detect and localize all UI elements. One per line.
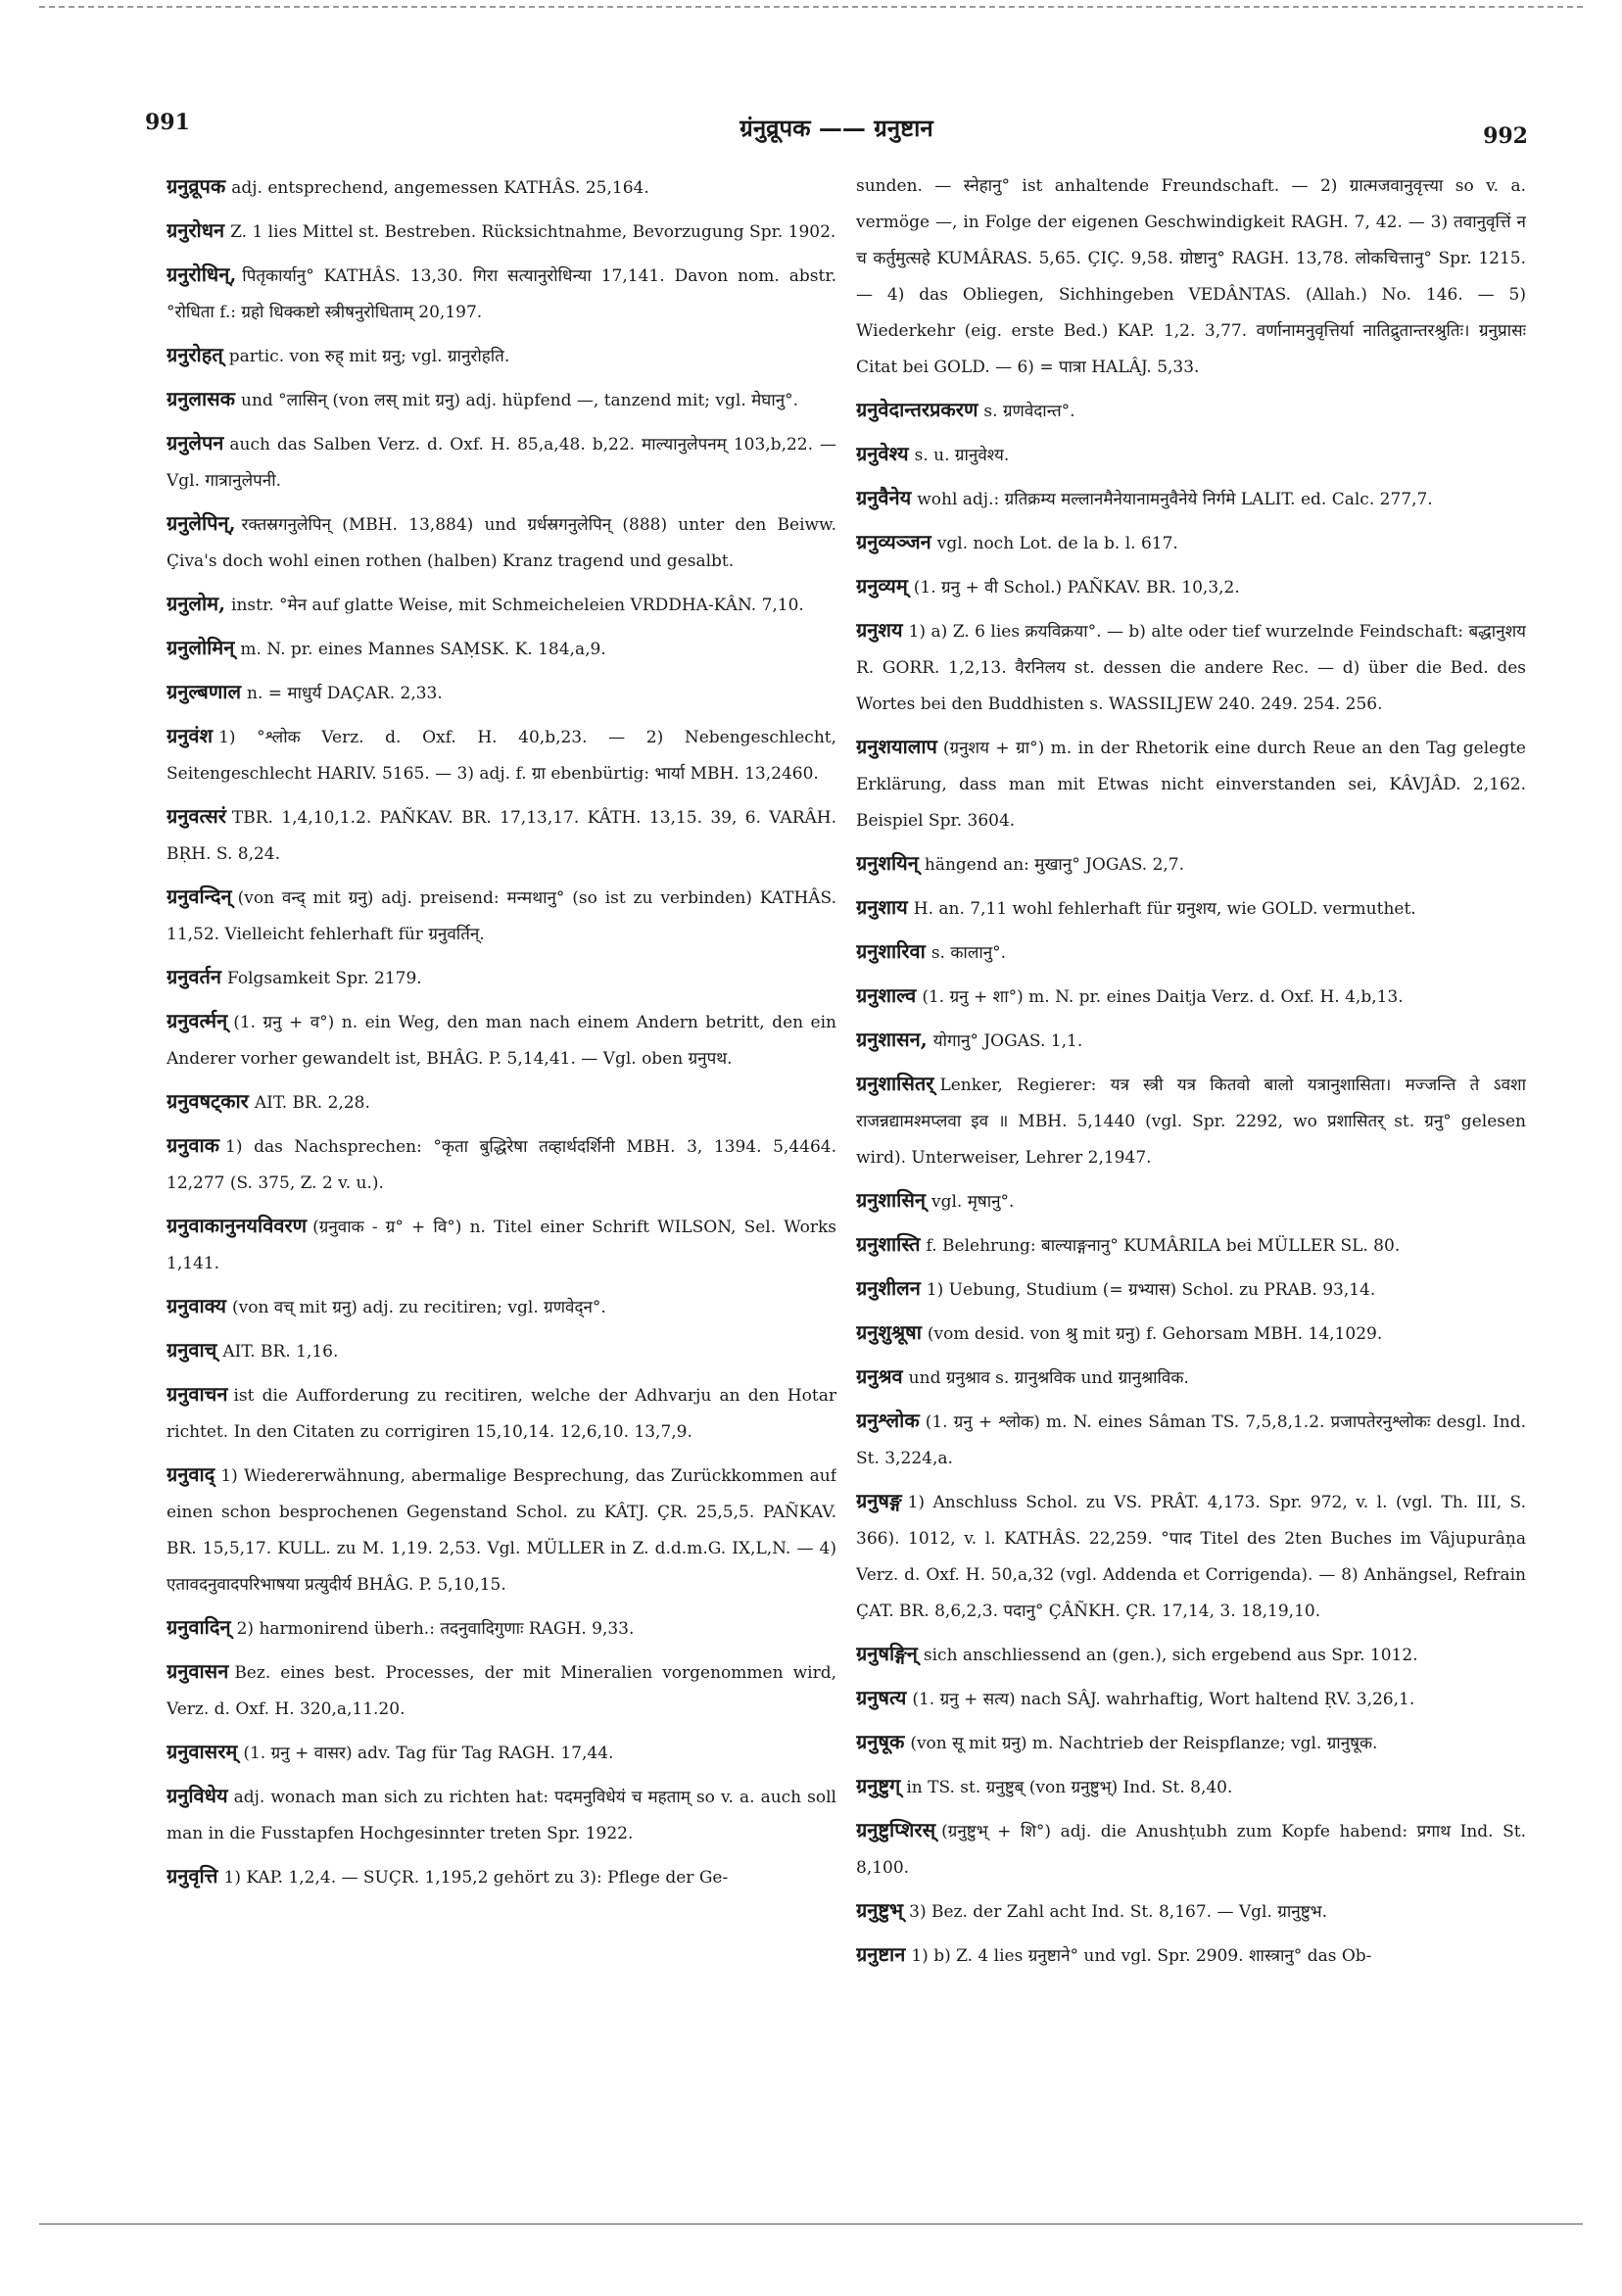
dictionary-entry — [856, 524, 1526, 562]
entry-headword: ग्रनुषङ्गिन् — [856, 1642, 918, 1665]
entry-headword: ग्रनुशासितर् — [856, 1072, 934, 1095]
dictionary-entry — [856, 1680, 1526, 1718]
dictionary-entry — [167, 630, 836, 668]
entry-headword: ग्रनुश्रव — [856, 1364, 903, 1388]
dictionary-entry — [856, 1359, 1526, 1397]
entry-text: s. कालानु°. — [930, 943, 1007, 963]
entry-headword: ग्रनुषङ्ग — [856, 1489, 902, 1512]
dictionary-entry — [856, 612, 1526, 723]
entry-headword: ग्रनुवन्दिन् — [167, 885, 232, 908]
entry-headword: ग्रनुल्बणाल — [167, 680, 242, 703]
dictionary-entry — [856, 1315, 1526, 1353]
entry-text: s. u. ग्रानुवेश्य. — [914, 446, 1010, 465]
entry-headword: ग्रनुव्यम् — [856, 574, 908, 598]
entry-text: (1. ग्रनु + शा°) m. N. pr. eines Daitja Verz. d. Oxf. H. 4,b,13. — [922, 987, 1404, 1007]
entry-text: (1. ग्रनु + व°) n. ein Weg, den man nach einem Andern betritt, den ein Anderer vorher gewandelt ist, BHÂG. P. 5,14,41. — Vgl. oben ग्रनुपथ. — [167, 1013, 836, 1069]
dictionary-entry — [167, 586, 836, 624]
entry-headword: ग्रनुष्टुभ् — [856, 1898, 904, 1922]
entry-headword: ग्रनुवर्त्मन् — [167, 1009, 228, 1032]
dictionary-entry — [856, 933, 1526, 972]
entry-headword: ग्रनुषत्य — [856, 1686, 907, 1709]
entry-text: Lenker, Regierer: यत्र स्त्री यत्र कितवो बालो यत्रानुशासिता। मज्जन्ति ते ऽवशा राजन्नद्यामश्मप्लवा इव ॥ MBH. 5,1440 (vgl. Spr. 2292, wo प्रशासितर् st. ग्रनु° gelesen wird). Unterweiser, Lehrer 2,1947. — [856, 1076, 1526, 1168]
entry-headword: ग्रनुवेश्य — [856, 442, 909, 465]
entry-text: Bez. eines best. Processes, der mit Mineralien vorgenommen wird, Verz. d. Oxf. H. 320,a,11.20. — [167, 1663, 836, 1719]
dictionary-entry — [167, 1208, 836, 1282]
entry-headword: ग्रनुवत्सरं — [167, 804, 226, 828]
entry-headword: ग्रनुरोधन — [167, 218, 225, 242]
entry-headword: ग्रनुवंश — [167, 724, 214, 747]
dictionary-entry — [856, 729, 1526, 839]
entry-text: 1) Anschluss Schol. zu VS. PRÂT. 4,173. Spr. 972, v. l. (vgl. Th. III, S. 366). 1012, v. l. KATHÂS. 22,259. °पाद Titel des 2ten Buches im Vâjupurâṇa Verz. d. Oxf. H. 50,a,32 (vgl. Addenda et Corrigenda). — 8) Anhängsel, Refrain ÇAT. BR. 8,6,2,3. पदानु° ÇÂÑKH. ÇR. 17,14, 3. 18,19,10. — [856, 1493, 1526, 1621]
entry-headword: ग्रनुरोधिन्, — [167, 263, 237, 286]
entry-headword: ग्रनुवाद् — [167, 1462, 215, 1486]
dictionary-entry — [167, 257, 836, 331]
dictionary-entry — [167, 1653, 836, 1728]
entry-headword: ग्रनुशारिवा — [856, 939, 926, 963]
entry-headword: ग्रनुष्टुग् — [856, 1774, 901, 1797]
entry-text: adj. wonach man sich zu richten hat: पदमनुविधेयं च महताम् so v. a. auch soll man in die Fusstapfen Hochgesinnter treten Spr. 1922. — [167, 1788, 836, 1843]
entry-text: AIT. BR. 1,16. — [222, 1342, 339, 1362]
running-head: ग्रंनुव्रूपक —— ग्रनुष्टान — [739, 114, 933, 142]
entry-headword: ग्रनुलेपिन्, — [167, 511, 236, 535]
dictionary-entry — [856, 1636, 1526, 1674]
dictionary-entry — [167, 1003, 836, 1077]
entry-headword: ग्रनुवाक — [167, 1133, 220, 1157]
entry-text: H. an. 7,11 wohl fehlerhaft für ग्रनुशय, wie GOLD. vermuthet. — [913, 899, 1416, 919]
entry-text: m. N. pr. eines Mannes SAṂSK. K. 184,a,9. — [240, 640, 606, 659]
entry-headword: ग्रनुश्लोक — [856, 1409, 920, 1432]
entry-headword: ग्रनुषूक — [856, 1730, 905, 1753]
right-page-number: 992 — [1483, 123, 1528, 149]
dictionary-entry — [856, 1724, 1526, 1762]
entry-headword: ग्रनुवाक्य — [167, 1294, 226, 1317]
entry-text: रक्तस्रगनुलेपिन् (MBH. 13,884) und ग्रर्धस्रगनुलेपिन् (888) unter den Beiww. Çiva's doch wohl einen rothen (halben) Kranz tragend und gesalbt. — [167, 515, 836, 571]
entry-headword: ग्रनुशासन, — [856, 1028, 928, 1051]
entry-headword: ग्रनुवेदान्तरप्रकरण — [856, 398, 978, 421]
left-page-number: 991 — [145, 110, 190, 135]
entry-headword: ग्रनुशाल्व — [856, 983, 917, 1007]
dictionary-entry — [167, 718, 836, 792]
dictionary-entry — [856, 1812, 1526, 1887]
entry-headword: ग्रनुरोहत् — [167, 343, 223, 366]
entry-text: 1) b) Z. 4 lies ग्रनुष्टाने° und vgl. Spr. 2909. शास्त्रानु° das Ob- — [911, 1946, 1372, 1966]
entry-headword: ग्रनुशासिन् — [856, 1188, 926, 1212]
entry-text: पितृकार्यानु° KATHÂS. 13,30. गिरा सत्यानुरोधिन्या 17,141. Davon nom. abstr. °रोधिता f.: ग्रहो धिक्कष्टो स्त्रीषनुरोधिताम् 20,197. — [167, 266, 836, 322]
dictionary-entry — [167, 1288, 836, 1326]
entry-text: adj. entsprechend, angemessen KATHÂS. 25,164. — [231, 178, 649, 198]
entry-headword: ग्रनुवासन — [167, 1659, 229, 1683]
entry-text: (vom desid. von श्रु mit ग्रनु) f. Gehorsam MBH. 14,1029. — [927, 1324, 1383, 1344]
entry-text: n. = माधुर्य DAÇAR. 2,33. — [247, 684, 443, 703]
entry-text: (1. ग्रनु + श्लोक) m. N. eines Sâman TS. 7,5,8,1.2. प्रजापतेरनुश्लोकः desgl. Ind. St. 3,224,a. — [856, 1412, 1526, 1468]
dictionary-entry — [167, 425, 836, 500]
dictionary-entry — [856, 436, 1526, 474]
entry-text: sunden. — स्नेहानु° ist anhaltende Freundschaft. — 2) ग्रात्मजवानुवृत्त्या so v. a. vermöge —, in Folge der eigenen Geschwindigkeit RAGH. 7, 42. — 3) तवानुवृत्तिं न च कर्तुमुत्सहे KUMÂRAS. 5,65. ÇIÇ. 9,58. ग्रोष्टानु° RAGH. 13,78. लोकचित्तानु° Spr. 1215. — 4) das Obliegen, Sichhingeben VEDÂNTAS. (Allah.) No. 146. — 5) Wiederkehr (eig. erste Bed.) KAP. 1,2. 3,77. वर्णानामनुवृत्तिर्या नातिद्रुतान्तरश्रुतिः। ग्रनुप्रासः Citat bei GOLD. — 6) = पात्रा HALÂJ. 5,33. — [856, 176, 1526, 377]
dictionary-entry — [856, 1182, 1526, 1220]
entry-text: und ग्रनुश्राव s. ग्रानुश्रविक und ग्रानुश्राविक. — [908, 1368, 1189, 1388]
entry-text: (ग्रनुष्टुभ् + शि°) adj. die Anushṭubh zum Kopfe habend: प्रगाथ Ind. St. 8,100. — [856, 1822, 1526, 1878]
entry-text: vgl. noch Lot. de la b. l. 617. — [936, 534, 1178, 553]
dictionary-entry — [856, 978, 1526, 1016]
entry-headword: ग्रनुशास्ति — [856, 1232, 921, 1256]
entry-headword: ग्रनुवाचन — [167, 1382, 228, 1406]
dictionary-entry — [856, 392, 1526, 430]
dictionary-entry — [167, 337, 836, 375]
entry-text: TBR. 1,4,10,1.2. PAÑKAV. BR. 17,13,17. KÂTH. 13,15. 39, 6. VARÂH. BṚH. S. 8,24. — [167, 808, 836, 864]
entry-headword: ग्रनुव्यञ्जन — [856, 530, 931, 553]
dictionary-entry — [167, 1127, 836, 1202]
dictionary-entry — [856, 568, 1526, 606]
top-scan-rule — [39, 6, 1583, 8]
dictionary-entry — [856, 1483, 1526, 1630]
entry-text: (von वच् mit ग्रनु) adj. zu recitiren; vgl. ग्रणवेद्न°. — [231, 1298, 606, 1317]
dictionary-entry — [856, 889, 1526, 928]
entry-headword: ग्रनुवषट्कार — [167, 1089, 249, 1113]
entry-headword: ग्रनुविधेय — [167, 1784, 228, 1807]
dictionary-entry — [856, 1270, 1526, 1309]
dictionary-entry — [856, 845, 1526, 884]
entry-text: AIT. BR. 2,28. — [254, 1093, 370, 1113]
entry-text: wohl adj.: ग्रतिक्रम्य मल्लानमैनेयानामनुवैनेये निर्गमे LALIT. ed. Calc. 277,7. — [917, 490, 1433, 509]
entry-text: in TS. st. ग्रनुष्टुब् (von ग्रनुष्टुभ्) Ind. St. 8,40. — [906, 1778, 1233, 1797]
entry-text: Folgsamkeit Spr. 2179. — [227, 969, 422, 988]
entry-headword: ग्रनुलोमिन् — [167, 636, 235, 659]
entry-text: sich anschliessend an (gen.), sich ergebend aus Spr. 1012. — [923, 1646, 1418, 1665]
dictionary-entry — [167, 168, 836, 207]
entry-text: (1. ग्रनु + वासर) adv. Tag für Tag RAGH. 17,44. — [243, 1744, 614, 1763]
dictionary-entry — [856, 1403, 1526, 1477]
entry-text: 1) a) Z. 6 lies क्रयविक्रया°. — b) alte oder tief wurzelnde Feindschaft: बद्धानुशय R. GORR. 1,2,13. वैरनिलय st. dessen die andere Rec. — d) über die Bed. des Wortes bei den Buddhisten s. WASSILJEW 240. 249. 254. 256. — [856, 622, 1526, 714]
entry-text: s. ग्रणवेदान्त°. — [983, 402, 1075, 421]
entry-headword: ग्रनुवाच् — [167, 1338, 217, 1362]
entry-text: ist die Aufforderung zu recitiren, welche der Adhvarju an den Hotar richtet. In den Citaten zu corrigiren 15,10,14. 12,6,10. 13,7,9. — [167, 1386, 836, 1442]
dictionary-entry — [856, 1226, 1526, 1265]
entry-headword: ग्रनुलेपन — [167, 431, 224, 454]
dictionary-entry — [167, 1376, 836, 1451]
dictionary-entry — [167, 798, 836, 873]
dictionary-entry — [856, 168, 1526, 386]
entry-headword: ग्रनुवृत्ति — [167, 1864, 218, 1888]
dictionary-entry — [856, 480, 1526, 518]
dictionary-entry — [167, 1332, 836, 1370]
entry-text: Z. 1 lies Mittel st. Bestreben. Rücksichtnahme, Bevorzugung Spr. 1902. — [230, 222, 836, 242]
entry-headword: ग्रनुलासक — [167, 387, 235, 410]
entry-headword: ग्रनुवाकानुनयविवरण — [167, 1214, 308, 1237]
entry-text: instr. °मेन auf glatte Weise, mit Schmeicheleien VRDDHA-KÂN. 7,10. — [231, 596, 804, 615]
dictionary-entry — [856, 1892, 1526, 1931]
entry-text: 1) KAP. 1,2,4. — SUÇR. 1,195,2 gehört zu 3): Pflege der Ge- — [223, 1868, 729, 1888]
dictionary-entry — [856, 1937, 1526, 1975]
entry-headword: ग्रनुशीलन — [856, 1276, 921, 1300]
dictionary-entry — [167, 213, 836, 251]
right-column — [856, 168, 1526, 1981]
entry-headword: ग्रनुष्टान — [856, 1942, 906, 1966]
entry-headword: ग्रनुशयिन् — [856, 851, 919, 875]
entry-headword: ग्रनुवादिन् — [167, 1615, 231, 1639]
entry-text: (ग्रनुवाक - ग्र° + वि°) n. Titel einer Schrift WILSON, Sel. Works 1,141. — [167, 1218, 836, 1273]
entry-headword: ग्रनुशय — [856, 618, 903, 642]
entry-text: (1. ग्रनु + वी Schol.) PAÑKAV. BR. 10,3,2. — [913, 578, 1240, 598]
entry-text: 1) das Nachsprechen: °कृता बुद्धिरेषा तव्हार्थदर्शिनी MBH. 3, 1394. 5,4464. 12,277 (S. 375, Z. 2 v. u.). — [167, 1137, 836, 1193]
left-column — [167, 168, 836, 1902]
dictionary-entry — [856, 1066, 1526, 1176]
dictionary-entry — [167, 1778, 836, 1852]
entry-headword: ग्रनुवासरम् — [167, 1740, 238, 1763]
entry-headword: ग्रनुलोम, — [167, 592, 226, 615]
dictionary-entry — [167, 1734, 836, 1772]
dictionary-entry — [167, 1858, 836, 1896]
entry-text: vgl. मृषानु°. — [930, 1192, 1015, 1212]
entry-text: 2) harmonirend überh.: तदनुवादिगुणाः RAGH. 9,33. — [236, 1619, 635, 1639]
dictionary-entry — [167, 1457, 836, 1603]
entry-text: 3) Bez. der Zahl acht Ind. St. 8,167. — Vgl. ग्रानुष्टुभ. — [909, 1902, 1327, 1922]
dictionary-entry — [167, 1083, 836, 1122]
dictionary-entry — [167, 381, 836, 419]
entry-text: hängend an: मुखानु° JOGAS. 2,7. — [924, 855, 1185, 875]
entry-text: (von सू mit ग्रनु) m. Nachtrieb der Reispflanze; vgl. ग्रानुषूक. — [910, 1734, 1378, 1753]
dictionary-entry — [856, 1022, 1526, 1060]
entry-text: (1. ग्रनु + सत्य) nach SÂJ. wahrhaftig, Wort haltend ṚV. 3,26,1. — [912, 1690, 1415, 1709]
entry-text: (ग्रनुशय + ग्रा°) m. in der Rhetorik eine durch Reue an den Tag gelegte Erklärung, dass man mit Etwas nicht einverstanden sei, KÂVJÂD. 2,162. Beispiel Spr. 3604. — [856, 739, 1526, 831]
dictionary-entry — [167, 879, 836, 953]
dictionary-entry — [856, 1768, 1526, 1806]
entry-text: (von वन्द् mit ग्रनु) adj. preisend: मन्मथानु° (so ist zu verbinden) KATHÂS. 11,52. Vielleicht fehlerhaft für ग्रनुवर्तिन्. — [167, 888, 836, 944]
entry-text: auch das Salben Verz. d. Oxf. H. 85,a,48. b,22. माल्यानुलेपनम् 103,b,22. — Vgl. गात्रानुलेपनी. — [167, 435, 836, 491]
dictionary-entry — [167, 674, 836, 712]
page-header — [145, 110, 1528, 149]
entry-text: 1) °श्लोक Verz. d. Oxf. H. 40,b,23. — 2) Nebengeschlecht, Seitengeschlecht HARIV. 5165. — 3) adj. f. ग्रा ebenbürtig: भार्या MBH. 13,2460. — [167, 728, 836, 784]
entry-headword: ग्रनुशयालाप — [856, 735, 937, 758]
entry-headword: ग्रनुवर्तन — [167, 965, 221, 988]
entry-text: 1) Wiedererwähnung, abermalige Besprechung, das Zurückkommen auf einen schon besprochenen Gegenstand Schol. zu KÂTJ. ÇR. 25,5,5. PAÑKAV. BR. 15,5,17. KULL. zu M. 1,19. 2,53. Vgl. MÜLLER in Z. d.d.m.G. IX,L,N. — 4) एतावदनुवादपरिभाषया प्रत्युदीर्य BHÂG. P. 5,10,15. — [167, 1466, 836, 1595]
entry-headword: ग्रनुव्रूपक — [167, 174, 226, 198]
entry-text: f. Belehrung: बाल्याङ्गनानु° KUMÂRILA bei MÜLLER SL. 80. — [926, 1236, 1401, 1256]
entry-headword: ग्रनुवैनेय — [856, 486, 912, 509]
entry-headword: ग्रनुशुश्रूषा — [856, 1320, 922, 1344]
entry-text: 1) Uebung, Studium (= ग्रभ्यास) Schol. zu PRAB. 93,14. — [926, 1280, 1376, 1300]
entry-headword: ग्रनुष्टुप्शिरस् — [856, 1818, 936, 1842]
dictionary-entry — [167, 505, 836, 580]
entry-text: partic. von रुह् mit ग्रनु; vgl. ग्रानुरोहति. — [228, 347, 510, 366]
entry-text: योगानु° JOGAS. 1,1. — [932, 1031, 1083, 1051]
dictionary-entry — [167, 959, 836, 997]
entry-headword: ग्रनुशाय — [856, 895, 908, 919]
entry-text: und °लासिन् (von लस् mit ग्रनु) adj. hüpfend —, tanzend mit; vgl. मेघानु°. — [241, 391, 799, 410]
dictionary-entry — [167, 1609, 836, 1648]
